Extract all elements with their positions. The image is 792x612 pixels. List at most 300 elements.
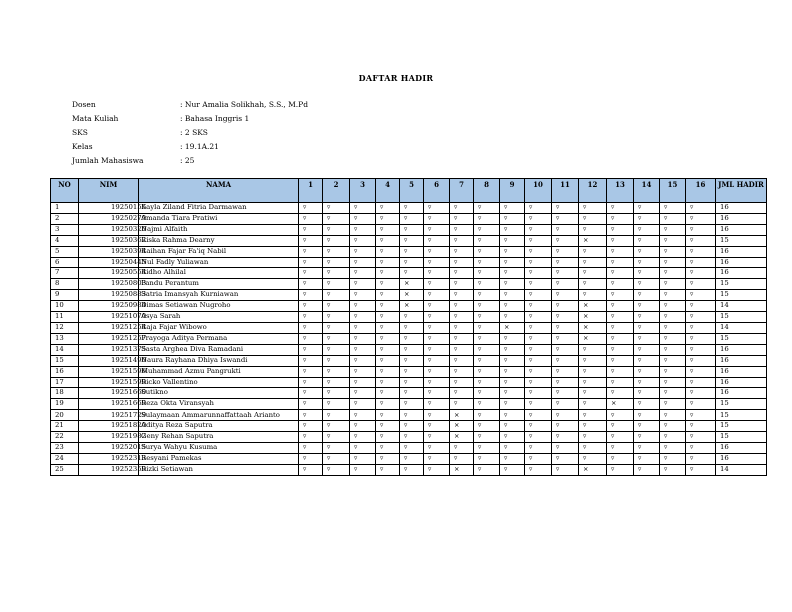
present-mark-icon: ▿ — [424, 322, 450, 333]
table-row — [51, 322, 767, 333]
header-nama: NAMA — [139, 179, 299, 203]
row-number: 25 — [51, 464, 79, 475]
present-mark-icon: ▿ — [634, 312, 660, 323]
present-mark-icon: ▿ — [474, 432, 500, 443]
present-mark-icon: ▿ — [579, 453, 607, 464]
present-mark-icon: ▿ — [350, 235, 376, 246]
present-mark-icon: ▿ — [376, 279, 400, 290]
present-mark-icon: ▿ — [607, 388, 634, 399]
present-mark-icon: ▿ — [500, 464, 525, 475]
present-mark-icon: ▿ — [474, 421, 500, 432]
student-name: Nul Fadly Yuliawan — [139, 257, 299, 268]
present-mark-icon: ▿ — [350, 301, 376, 312]
attendance-total: 15 — [716, 432, 767, 443]
present-mark-icon: ▿ — [500, 410, 525, 421]
present-mark-icon: ▿ — [400, 246, 424, 257]
present-mark-icon: ▿ — [376, 421, 400, 432]
present-mark-icon: ▿ — [579, 410, 607, 421]
present-mark-icon: ▿ — [299, 377, 323, 388]
present-mark-icon: ▿ — [525, 399, 552, 410]
present-mark-icon: ▿ — [634, 443, 660, 454]
present-mark-icon: ▿ — [350, 388, 376, 399]
present-mark-icon: ▿ — [525, 410, 552, 421]
present-mark-icon: ▿ — [525, 290, 552, 301]
present-mark-icon: ▿ — [376, 355, 400, 366]
present-mark-icon: ▿ — [686, 333, 716, 344]
present-mark-icon: ▿ — [579, 443, 607, 454]
present-mark-icon: ▿ — [607, 290, 634, 301]
student-name: Prayoga Aditya Permana — [139, 333, 299, 344]
present-mark-icon: ▿ — [323, 312, 350, 323]
present-mark-icon: ▿ — [474, 344, 500, 355]
student-nim: 19251254 — [79, 322, 139, 333]
present-mark-icon: ▿ — [376, 366, 400, 377]
header-meeting-1: 1 — [299, 179, 323, 203]
present-mark-icon: ▿ — [323, 443, 350, 454]
table-row — [51, 290, 767, 301]
present-mark-icon: ▿ — [686, 377, 716, 388]
attendance-total: 16 — [716, 268, 767, 279]
present-mark-icon: ▿ — [350, 279, 376, 290]
student-name: Resyani Pamekas — [139, 453, 299, 464]
present-mark-icon: ▿ — [686, 322, 716, 333]
attendance-total: 14 — [716, 301, 767, 312]
attendance-total: 16 — [716, 213, 767, 224]
present-mark-icon: ▿ — [400, 213, 424, 224]
present-mark-icon: ▿ — [424, 279, 450, 290]
info-course — [72, 113, 308, 127]
info-lecturer — [72, 99, 308, 113]
present-mark-icon: ▿ — [376, 453, 400, 464]
present-mark-icon: ▿ — [634, 322, 660, 333]
present-mark-icon: ▿ — [552, 279, 579, 290]
present-mark-icon: ▿ — [299, 333, 323, 344]
present-mark-icon: ▿ — [686, 279, 716, 290]
student-nim: 19251820 — [79, 421, 139, 432]
present-mark-icon: ▿ — [525, 322, 552, 333]
present-mark-icon: ▿ — [552, 312, 579, 323]
present-mark-icon: ▿ — [424, 355, 450, 366]
present-mark-icon: ▿ — [376, 432, 400, 443]
present-mark-icon: ▿ — [350, 443, 376, 454]
present-mark-icon: ▿ — [474, 235, 500, 246]
row-number: 17 — [51, 377, 79, 388]
present-mark-icon: ▿ — [500, 246, 525, 257]
table-row — [51, 333, 767, 344]
row-number: 8 — [51, 279, 79, 290]
row-number: 2 — [51, 213, 79, 224]
row-number: 5 — [51, 246, 79, 257]
present-mark-icon: ▿ — [500, 366, 525, 377]
present-mark-icon: ▿ — [400, 322, 424, 333]
attendance-rows — [51, 203, 767, 476]
absent-mark-icon: × — [450, 421, 474, 432]
info-value: : Nur Amalia Solikhah, S.S., M.Pd — [180, 100, 309, 109]
present-mark-icon: ▿ — [424, 301, 450, 312]
header-meeting-7: 7 — [450, 179, 474, 203]
present-mark-icon: ▿ — [525, 388, 552, 399]
present-mark-icon: ▿ — [450, 388, 474, 399]
present-mark-icon: ▿ — [686, 388, 716, 399]
table-row — [51, 246, 767, 257]
student-nim: 19250445 — [79, 257, 139, 268]
header-meeting-13: 13 — [607, 179, 634, 203]
present-mark-icon: ▿ — [660, 399, 686, 410]
attendance-total: 16 — [716, 443, 767, 454]
student-name: Sulaymaan Ammarunnaffattaah Arianto — [139, 410, 299, 421]
present-mark-icon: ▿ — [376, 203, 400, 214]
present-mark-icon: ▿ — [299, 279, 323, 290]
present-mark-icon: ▿ — [552, 355, 579, 366]
student-nim: 19250984 — [79, 301, 139, 312]
present-mark-icon: ▿ — [607, 235, 634, 246]
present-mark-icon: ▿ — [500, 377, 525, 388]
student-name: Satria Imansyah Kurniawan — [139, 290, 299, 301]
present-mark-icon: ▿ — [525, 377, 552, 388]
attendance-total: 14 — [716, 464, 767, 475]
present-mark-icon: ▿ — [350, 213, 376, 224]
present-mark-icon: ▿ — [424, 333, 450, 344]
attendance-total: 16 — [716, 344, 767, 355]
present-mark-icon: ▿ — [400, 257, 424, 268]
present-mark-icon: ▿ — [500, 453, 525, 464]
attendance-total: 16 — [716, 257, 767, 268]
present-mark-icon: ▿ — [579, 388, 607, 399]
present-mark-icon: ▿ — [350, 290, 376, 301]
present-mark-icon: ▿ — [400, 410, 424, 421]
present-mark-icon: ▿ — [474, 224, 500, 235]
present-mark-icon: ▿ — [400, 366, 424, 377]
present-mark-icon: ▿ — [424, 432, 450, 443]
row-number: 20 — [51, 410, 79, 421]
student-name: Riska Rahma Dearny — [139, 235, 299, 246]
student-nim: 19252015 — [79, 443, 139, 454]
info-student-count — [72, 155, 308, 169]
present-mark-icon: ▿ — [500, 333, 525, 344]
present-mark-icon: ▿ — [323, 399, 350, 410]
row-number: 22 — [51, 432, 79, 443]
present-mark-icon: ▿ — [579, 290, 607, 301]
present-mark-icon: ▿ — [376, 246, 400, 257]
absent-mark-icon: × — [400, 279, 424, 290]
present-mark-icon: ▿ — [299, 312, 323, 323]
absent-mark-icon: × — [450, 432, 474, 443]
present-mark-icon: ▿ — [350, 377, 376, 388]
student-name: Pandu Perantum — [139, 279, 299, 290]
absent-mark-icon: × — [450, 464, 474, 475]
present-mark-icon: ▿ — [376, 377, 400, 388]
table-row — [51, 268, 767, 279]
present-mark-icon: ▿ — [660, 268, 686, 279]
present-mark-icon: ▿ — [525, 203, 552, 214]
present-mark-icon: ▿ — [424, 399, 450, 410]
present-mark-icon: ▿ — [660, 464, 686, 475]
table-row — [51, 399, 767, 410]
present-mark-icon: ▿ — [323, 453, 350, 464]
present-mark-icon: ▿ — [552, 366, 579, 377]
present-mark-icon: ▿ — [579, 432, 607, 443]
present-mark-icon: ▿ — [634, 246, 660, 257]
present-mark-icon: ▿ — [323, 235, 350, 246]
present-mark-icon: ▿ — [634, 366, 660, 377]
present-mark-icon: ▿ — [424, 235, 450, 246]
student-name: Geny Rehan Saputra — [139, 432, 299, 443]
absent-mark-icon: × — [500, 322, 525, 333]
header-meeting-14: 14 — [634, 179, 660, 203]
header-meeting-9: 9 — [500, 179, 525, 203]
present-mark-icon: ▿ — [424, 203, 450, 214]
present-mark-icon: ▿ — [525, 464, 552, 475]
present-mark-icon: ▿ — [299, 443, 323, 454]
attendance-total: 16 — [716, 355, 767, 366]
present-mark-icon: ▿ — [299, 213, 323, 224]
present-mark-icon: ▿ — [660, 213, 686, 224]
info-credits — [72, 127, 308, 141]
present-mark-icon: ▿ — [634, 257, 660, 268]
student-name: Surya Wahyu Kusuma — [139, 443, 299, 454]
present-mark-icon: ▿ — [525, 224, 552, 235]
course-info — [72, 99, 308, 169]
present-mark-icon: ▿ — [450, 224, 474, 235]
table-row — [51, 366, 767, 377]
student-name: Sasta Arghea Diva Ramadani — [139, 344, 299, 355]
table-row — [51, 235, 767, 246]
present-mark-icon: ▿ — [686, 301, 716, 312]
present-mark-icon: ▿ — [323, 224, 350, 235]
present-mark-icon: ▿ — [552, 224, 579, 235]
present-mark-icon: ▿ — [450, 453, 474, 464]
present-mark-icon: ▿ — [424, 388, 450, 399]
info-value: : Bahasa Inggris 1 — [180, 114, 250, 123]
present-mark-icon: ▿ — [474, 355, 500, 366]
present-mark-icon: ▿ — [660, 453, 686, 464]
document-title: DAFTAR HADIR — [358, 73, 434, 83]
present-mark-icon: ▿ — [350, 355, 376, 366]
present-mark-icon: ▿ — [376, 213, 400, 224]
present-mark-icon: ▿ — [500, 432, 525, 443]
student-nim: 19251375 — [79, 344, 139, 355]
info-value: : 19.1A.21 — [180, 142, 219, 151]
present-mark-icon: ▿ — [350, 257, 376, 268]
absent-mark-icon: × — [579, 464, 607, 475]
student-nim: 19251257 — [79, 333, 139, 344]
present-mark-icon: ▿ — [500, 279, 525, 290]
present-mark-icon: ▿ — [552, 333, 579, 344]
present-mark-icon: ▿ — [376, 301, 400, 312]
present-mark-icon: ▿ — [424, 224, 450, 235]
student-name: Ridho Alhilal — [139, 268, 299, 279]
row-number: 12 — [51, 322, 79, 333]
present-mark-icon: ▿ — [500, 355, 525, 366]
attendance-total: 16 — [716, 246, 767, 257]
present-mark-icon: ▿ — [525, 213, 552, 224]
row-number: 16 — [51, 366, 79, 377]
present-mark-icon: ▿ — [552, 301, 579, 312]
row-number: 13 — [51, 333, 79, 344]
attendance-total: 16 — [716, 203, 767, 214]
present-mark-icon: ▿ — [660, 322, 686, 333]
present-mark-icon: ▿ — [299, 257, 323, 268]
student-name: Aditya Reza Saputra — [139, 421, 299, 432]
present-mark-icon: ▿ — [686, 257, 716, 268]
present-mark-icon: ▿ — [579, 246, 607, 257]
present-mark-icon: ▿ — [552, 377, 579, 388]
row-number: 3 — [51, 224, 79, 235]
present-mark-icon: ▿ — [350, 399, 376, 410]
present-mark-icon: ▿ — [299, 224, 323, 235]
info-value: : 25 — [180, 156, 195, 165]
attendance-total: 15 — [716, 333, 767, 344]
present-mark-icon: ▿ — [660, 257, 686, 268]
present-mark-icon: ▿ — [607, 366, 634, 377]
student-nim: 19251490 — [79, 355, 139, 366]
present-mark-icon: ▿ — [607, 213, 634, 224]
row-number: 19 — [51, 399, 79, 410]
present-mark-icon: ▿ — [552, 257, 579, 268]
table-header-row — [51, 179, 767, 203]
present-mark-icon: ▿ — [686, 355, 716, 366]
present-mark-icon: ▿ — [400, 235, 424, 246]
present-mark-icon: ▿ — [579, 366, 607, 377]
present-mark-icon: ▿ — [607, 301, 634, 312]
present-mark-icon: ▿ — [686, 224, 716, 235]
present-mark-icon: ▿ — [400, 388, 424, 399]
present-mark-icon: ▿ — [634, 290, 660, 301]
present-mark-icon: ▿ — [376, 257, 400, 268]
present-mark-icon: ▿ — [660, 432, 686, 443]
present-mark-icon: ▿ — [579, 355, 607, 366]
present-mark-icon: ▿ — [634, 279, 660, 290]
table-row — [51, 213, 767, 224]
present-mark-icon: ▿ — [660, 333, 686, 344]
student-nim: 19251729 — [79, 410, 139, 421]
info-label: SKS — [72, 128, 88, 137]
present-mark-icon: ▿ — [323, 268, 350, 279]
present-mark-icon: ▿ — [323, 366, 350, 377]
present-mark-icon: ▿ — [500, 213, 525, 224]
present-mark-icon: ▿ — [350, 203, 376, 214]
present-mark-icon: ▿ — [450, 279, 474, 290]
present-mark-icon: ▿ — [323, 410, 350, 421]
present-mark-icon: ▿ — [686, 421, 716, 432]
present-mark-icon: ▿ — [323, 355, 350, 366]
table-row — [51, 301, 767, 312]
student-name: Muhammad Azmu Pangrukti — [139, 366, 299, 377]
student-nim: 19250554 — [79, 268, 139, 279]
present-mark-icon: ▿ — [607, 322, 634, 333]
present-mark-icon: ▿ — [299, 301, 323, 312]
present-mark-icon: ▿ — [525, 301, 552, 312]
present-mark-icon: ▿ — [400, 268, 424, 279]
student-nim: 19250279 — [79, 213, 139, 224]
present-mark-icon: ▿ — [579, 377, 607, 388]
present-mark-icon: ▿ — [579, 257, 607, 268]
present-mark-icon: ▿ — [299, 410, 323, 421]
present-mark-icon: ▿ — [525, 246, 552, 257]
present-mark-icon: ▿ — [323, 301, 350, 312]
present-mark-icon: ▿ — [323, 333, 350, 344]
row-number: 6 — [51, 257, 79, 268]
present-mark-icon: ▿ — [660, 301, 686, 312]
present-mark-icon: ▿ — [450, 322, 474, 333]
present-mark-icon: ▿ — [424, 213, 450, 224]
present-mark-icon: ▿ — [686, 366, 716, 377]
header-total: JML HADIR — [716, 179, 767, 203]
present-mark-icon: ▿ — [450, 355, 474, 366]
present-mark-icon: ▿ — [299, 235, 323, 246]
present-mark-icon: ▿ — [579, 279, 607, 290]
student-name: Ricko Vallentino — [139, 377, 299, 388]
present-mark-icon: ▿ — [474, 312, 500, 323]
present-mark-icon: ▿ — [660, 366, 686, 377]
info-value: : 2 SKS — [180, 128, 208, 137]
present-mark-icon: ▿ — [500, 290, 525, 301]
student-name: Najmi Alfaith — [139, 224, 299, 235]
present-mark-icon: ▿ — [474, 268, 500, 279]
present-mark-icon: ▿ — [474, 410, 500, 421]
present-mark-icon: ▿ — [299, 453, 323, 464]
header-meeting-16: 16 — [686, 179, 716, 203]
present-mark-icon: ▿ — [400, 453, 424, 464]
present-mark-icon: ▿ — [350, 366, 376, 377]
attendance-total: 15 — [716, 399, 767, 410]
present-mark-icon: ▿ — [634, 268, 660, 279]
present-mark-icon: ▿ — [552, 290, 579, 301]
present-mark-icon: ▿ — [350, 246, 376, 257]
present-mark-icon: ▿ — [376, 290, 400, 301]
present-mark-icon: ▿ — [299, 246, 323, 257]
present-mark-icon: ▿ — [607, 443, 634, 454]
present-mark-icon: ▿ — [400, 203, 424, 214]
student-nim: 19250320 — [79, 224, 139, 235]
present-mark-icon: ▿ — [350, 344, 376, 355]
present-mark-icon: ▿ — [474, 203, 500, 214]
table-row — [51, 203, 767, 214]
student-name: Amanda Tiara Pratiwi — [139, 213, 299, 224]
present-mark-icon: ▿ — [299, 268, 323, 279]
student-name: Kayla Ziland Fitria Darmawan — [139, 203, 299, 214]
present-mark-icon: ▿ — [350, 322, 376, 333]
present-mark-icon: ▿ — [634, 301, 660, 312]
table-row — [51, 279, 767, 290]
attendance-total: 15 — [716, 279, 767, 290]
table-row — [51, 312, 767, 323]
present-mark-icon: ▿ — [686, 432, 716, 443]
present-mark-icon: ▿ — [376, 410, 400, 421]
present-mark-icon: ▿ — [299, 344, 323, 355]
attendance-total: 15 — [716, 421, 767, 432]
present-mark-icon: ▿ — [500, 203, 525, 214]
present-mark-icon: ▿ — [634, 410, 660, 421]
present-mark-icon: ▿ — [500, 268, 525, 279]
present-mark-icon: ▿ — [350, 464, 376, 475]
present-mark-icon: ▿ — [525, 453, 552, 464]
present-mark-icon: ▿ — [552, 268, 579, 279]
table-row — [51, 410, 767, 421]
present-mark-icon: ▿ — [350, 224, 376, 235]
present-mark-icon: ▿ — [474, 257, 500, 268]
present-mark-icon: ▿ — [323, 421, 350, 432]
table-row — [51, 453, 767, 464]
student-name: Raja Fajar Wibowo — [139, 322, 299, 333]
present-mark-icon: ▿ — [552, 443, 579, 454]
present-mark-icon: ▿ — [525, 268, 552, 279]
present-mark-icon: ▿ — [660, 246, 686, 257]
student-nim: 19251982 — [79, 432, 139, 443]
present-mark-icon: ▿ — [323, 246, 350, 257]
absent-mark-icon: × — [579, 333, 607, 344]
present-mark-icon: ▿ — [424, 421, 450, 432]
